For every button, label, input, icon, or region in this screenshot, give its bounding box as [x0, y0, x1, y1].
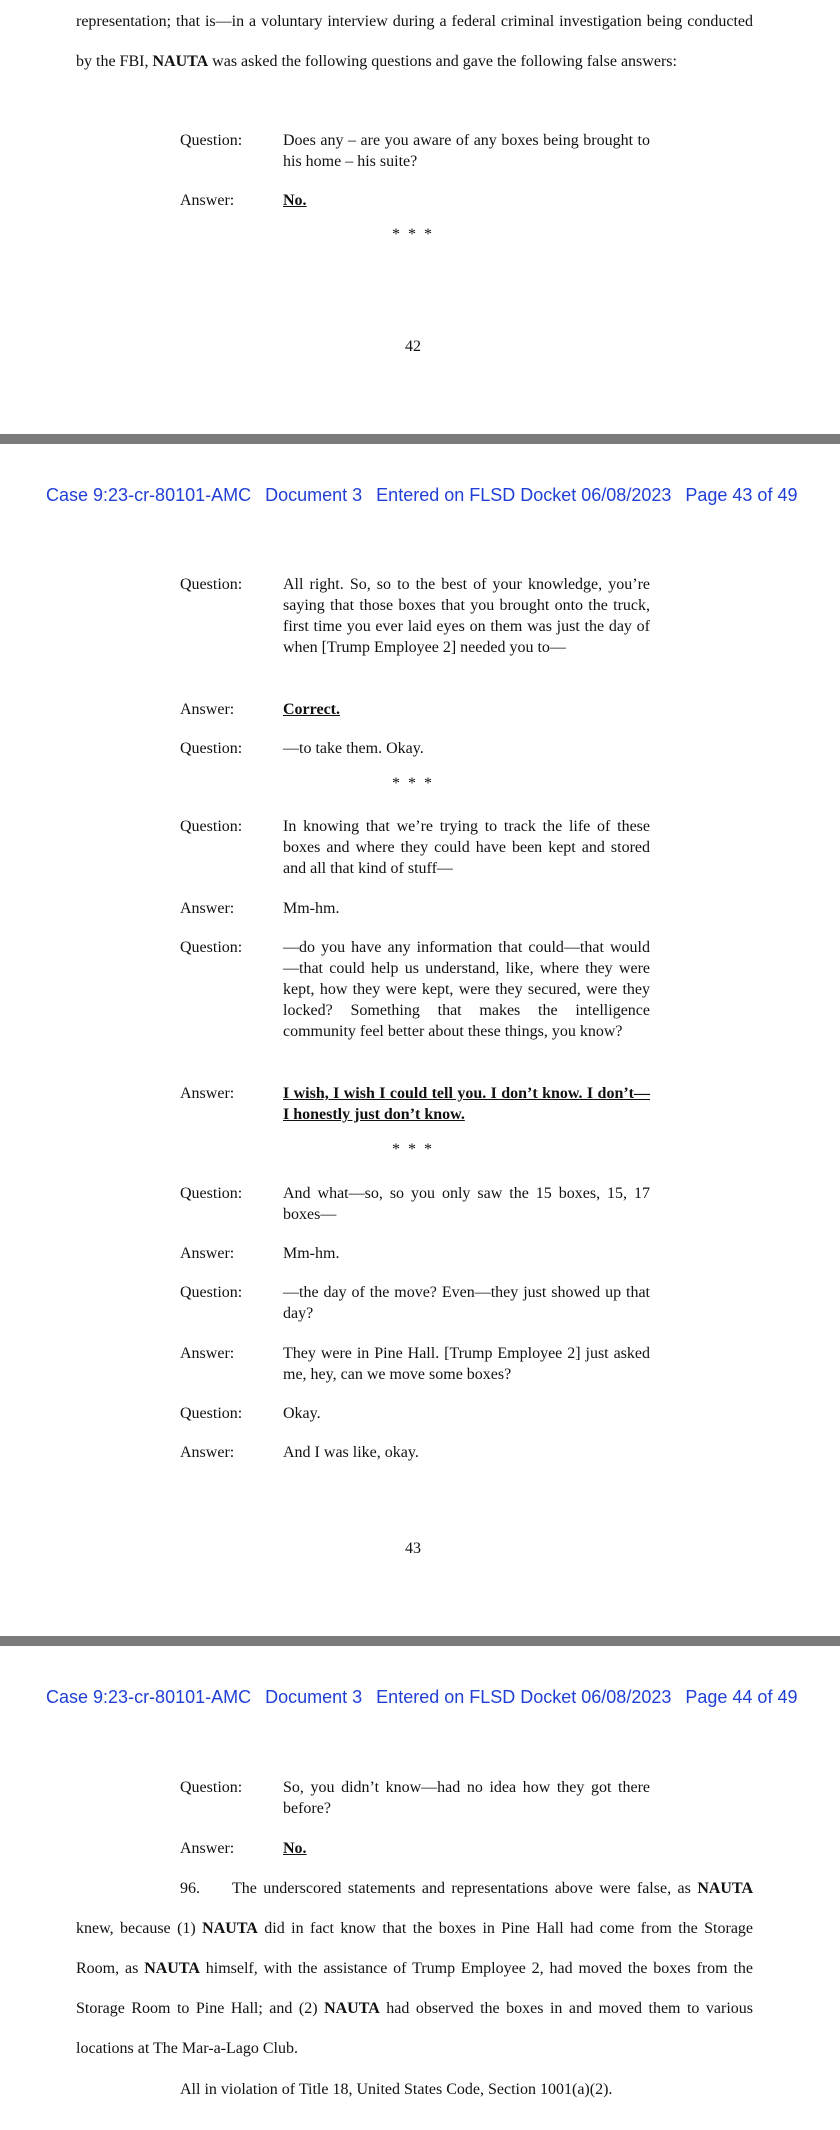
defendant-name: NAUTA [202, 1920, 258, 1937]
defendant-name: NAUTA [697, 1880, 754, 1897]
qa-question [180, 937, 650, 1067]
paragraph-96: 96. The underscored statements and representations above were false, as NAUTA knew, because (1) NAUTA did in fact know that the boxes in Pine Hall had come from the Storage Room, as NAUTA himself, with the assistance of Trump Employee 2, had moved the boxes from the Storage Room to Pine Hall; and (2) NAUTA had observed the boxes in and moved them to various locations at The Mar-a-Lago Club. [76, 1880, 754, 2057]
question-text: Does any – are you aware of any boxes being brought to his home – his suite? [283, 132, 650, 170]
docket-header [36, 1666, 826, 1708]
docket-entry: Entered on FLSD Docket 06/08/2023 [376, 1687, 672, 1707]
question-text: —the day of the move? Even—they just showed up that day? [283, 1284, 650, 1322]
qa-question [180, 1403, 650, 1425]
answer-label: Answer: [180, 1245, 235, 1262]
question-text: In knowing that we’re trying to track the life of these boxes and where they could have been kept and stored and all that kind of stuff— [283, 818, 650, 877]
qa-answer [180, 1343, 650, 1387]
page-number: 43 [405, 1540, 421, 1557]
violation-statement: All in violation of Title 18, United States Code, Section 1001(a)(2). [180, 2081, 613, 2098]
question-label: Question: [180, 1405, 243, 1422]
question-label: Question: [180, 740, 243, 757]
question-text: —do you have any information that could—that would—that could help us understand, like, where they were kept, how they were kept, were they secured, were they locked? Something that makes the intelligence community feel better about these things, you know? [283, 939, 650, 1040]
qa-question [180, 1183, 650, 1227]
question-label: Question: [180, 818, 243, 835]
document-number: Document 3 [265, 1687, 363, 1707]
page-number: 42 [405, 338, 421, 355]
answer-text-underscored: No. [283, 192, 307, 209]
case-number: Case 9:23-cr-80101-AMC [46, 485, 252, 505]
answer-text-underscored: No. [283, 1840, 307, 1857]
question-text: All right. So, so to the best of your knowledge, you’re saying that those boxes that you brought onto the truck, first time you ever laid eyes on them was just the day of when [Trump Employee 2] needed you to— [283, 576, 650, 656]
qa-question [180, 130, 650, 174]
page-divider [0, 1636, 840, 1646]
question-label: Question: [180, 939, 243, 956]
page-count: Page 43 of 49 [685, 485, 798, 505]
qa-answer [180, 190, 650, 212]
answer-label: Answer: [180, 1444, 235, 1461]
qa-answer [180, 1838, 650, 1860]
answer-label: Answer: [180, 192, 235, 209]
answer-label: Answer: [180, 701, 235, 718]
question-label: Question: [180, 132, 243, 149]
question-label: Question: [180, 576, 243, 593]
qa-answer [180, 1442, 650, 1464]
qa-question [180, 738, 650, 760]
page-divider [0, 434, 840, 444]
qa-answer [180, 699, 650, 721]
defendant-name: NAUTA [144, 1960, 200, 1977]
paragraph-number: 96. [180, 1880, 200, 1897]
answer-text: And I was like, okay. [283, 1444, 419, 1461]
section-break-stars: * * * [392, 775, 434, 792]
question-text: —to take them. Okay. [283, 740, 424, 757]
answer-label: Answer: [180, 900, 235, 917]
docket-entry: Entered on FLSD Docket 06/08/2023 [376, 485, 672, 505]
question-text: And what—so, so you only saw the 15 boxes, 15, 17 boxes— [283, 1185, 650, 1223]
question-label: Question: [180, 1185, 243, 1202]
answer-text: They were in Pine Hall. [Trump Employee 2] just asked me, hey, can we move some boxes? [283, 1345, 650, 1383]
defendant-name: NAUTA [324, 2000, 380, 2017]
qa-answer [180, 1243, 650, 1265]
qa-question [180, 816, 650, 882]
question-text: Okay. [283, 1405, 321, 1422]
answer-text-underscored: Correct. [283, 701, 340, 718]
question-label: Question: [180, 1779, 243, 1796]
qa-answer [180, 898, 650, 920]
qa-question [180, 1777, 650, 1821]
answer-label: Answer: [180, 1345, 235, 1362]
answer-text: Mm-hm. [283, 900, 340, 917]
case-number: Case 9:23-cr-80101-AMC [46, 1687, 252, 1707]
qa-answer [180, 1083, 650, 1127]
defendant-name: NAUTA [152, 53, 209, 70]
document-number: Document 3 [265, 485, 363, 505]
answer-label: Answer: [180, 1840, 235, 1857]
docket-header [36, 464, 826, 506]
qa-question [180, 574, 650, 682]
answer-text-underscored: I wish, I wish I could tell you. I don’t know. I don’t—I honestly just don’t know. [283, 1085, 650, 1123]
question-label: Question: [180, 1284, 243, 1301]
page-count: Page 44 of 49 [685, 1687, 798, 1707]
qa-question [180, 1282, 650, 1326]
answer-text: Mm-hm. [283, 1245, 340, 1262]
question-text: So, you didn’t know—had no idea how they got there before? [283, 1779, 650, 1817]
answer-label: Answer: [180, 1085, 235, 1102]
section-break-stars: * * * [392, 1141, 434, 1158]
paragraph-lead: representation; that is—in a voluntary interview during a federal criminal investigation being conducted by the FBI, NAUTA was asked the following questions and gave the following false answers: [76, 13, 753, 70]
section-break-stars: * * * [392, 226, 434, 243]
